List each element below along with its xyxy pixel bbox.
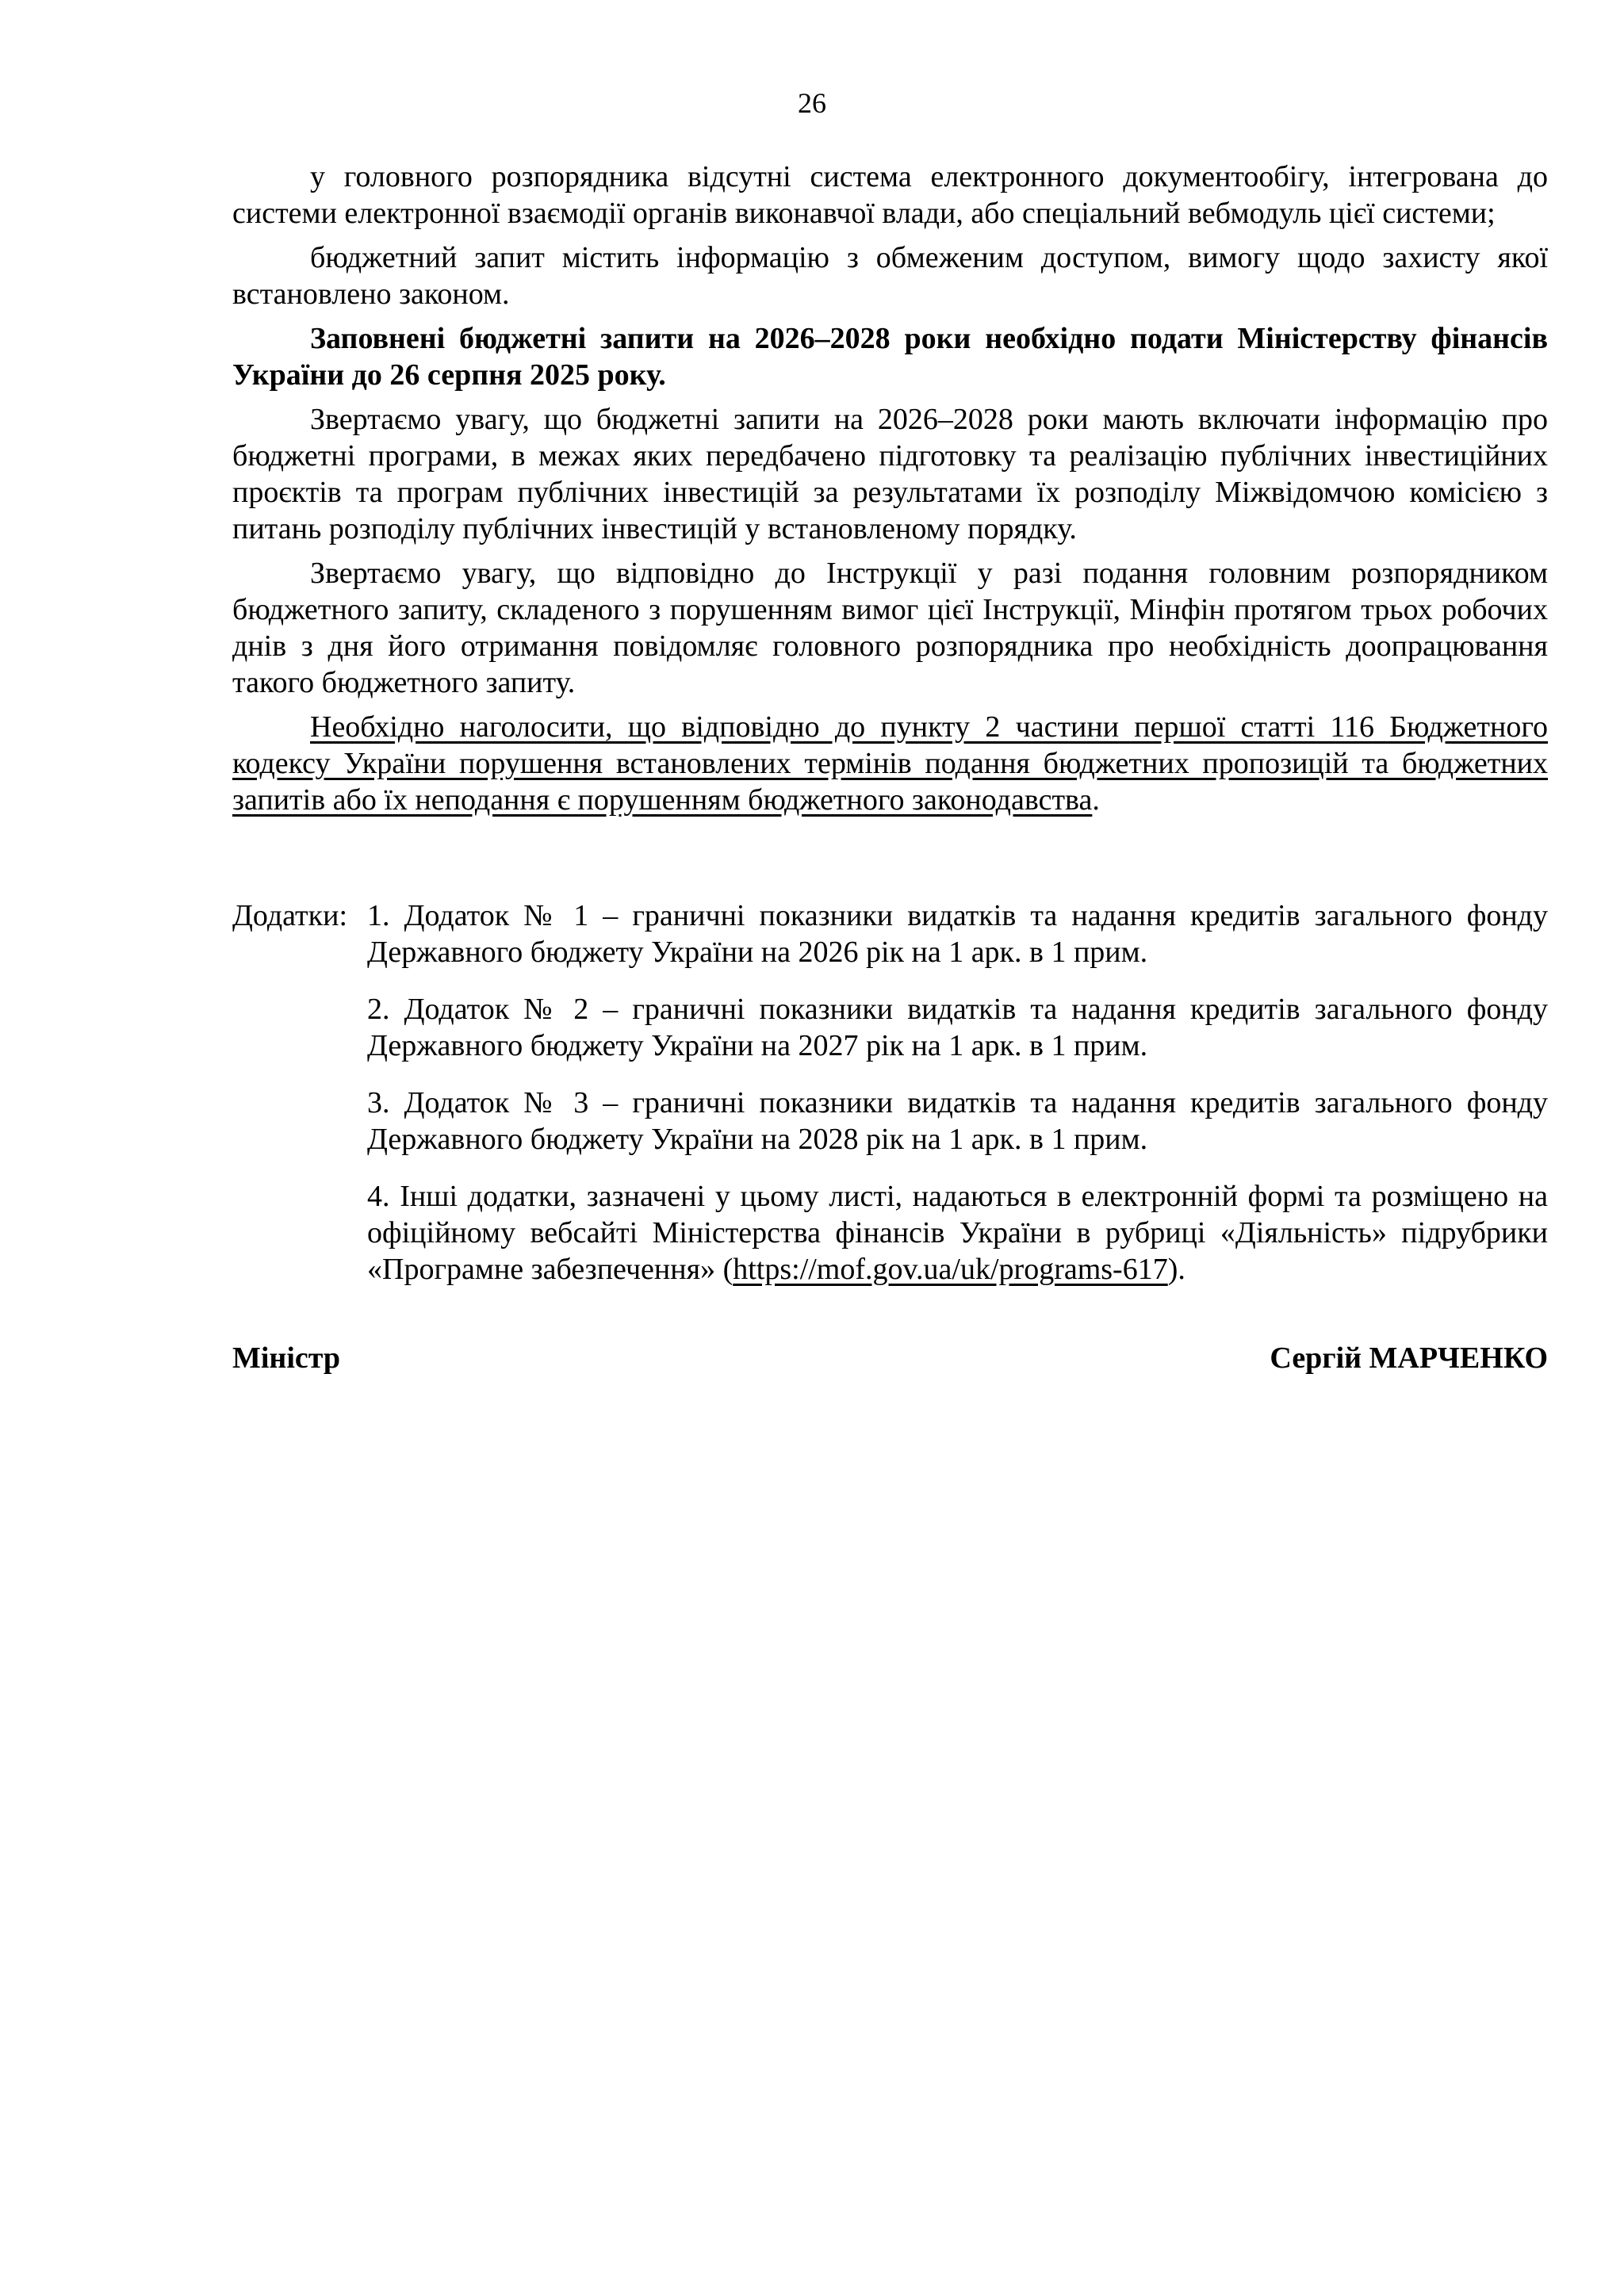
- attachment-item-4-end: ).: [1167, 1253, 1185, 1286]
- paragraph-no-edms: у головного розпорядника відсутні система електронного документообігу, інтегрована до системи електронної взаємодії органів виконавчої влади, або спеціальний вебмодуль цієї системи;: [232, 160, 1548, 230]
- paragraph-budget-code: [232, 709, 1548, 818]
- document-body: [232, 159, 1548, 1376]
- attachment-item-4: [367, 1178, 1548, 1288]
- budget-code-period: .: [1092, 783, 1100, 817]
- attachments-label: Додатки:: [232, 899, 348, 932]
- paragraph-restricted-info: бюджетний запит містить інформацію з обмеженим доступом, вимогу щодо захисту якої встановлено законом.: [232, 241, 1548, 311]
- attachment-item-4-text: 4. Інші додатки, зазначені у цьому листі, надаються в електронній формі та розміщено на офіційному вебсайті Міністерства фінансів України в рубриці «Діяльність» підрубрики «Програмне забезпечення» (: [367, 1180, 1548, 1286]
- signatory-name: Сергій МАРЧЕНКО: [1270, 1341, 1548, 1375]
- attachments-list: [367, 897, 1548, 1308]
- attachment-item-3: 3. Додаток № 3 – граничні показники видатків та надання кредитів загального фонду Державного бюджету України на 2028 рік на 1 арк. в 1 прим.: [367, 1086, 1548, 1156]
- page-number: 26: [798, 87, 826, 119]
- signatory-position: Міністр: [232, 1341, 341, 1375]
- attachment-item-1: 1. Додаток № 1 – граничні показники видатків та надання кредитів загального фонду Державного бюджету України на 2026 рік на 1 арк. в 1 прим.: [367, 899, 1548, 969]
- paragraph-public-investment: Звертаємо увагу, що бюджетні запити на 2026–2028 роки мають включати інформацію про бюджетні програми, в межах яких передбачено підготовку та реалізацію публічних інвестиційних проєктів та програм публічних інвестицій за результатами їх розподілу Міжвідомчою комісією з питань розподілу публічних інвестицій у встановленому порядку.: [232, 403, 1548, 545]
- signature-block: [232, 1340, 1548, 1376]
- attachment-item-2: 2. Додаток № 2 – граничні показники видатків та надання кредитів загального фонду Державного бюджету України на 2027 рік на 1 арк. в 1 прим.: [367, 993, 1548, 1062]
- paragraph-instruction-violation: Звертаємо увагу, що відповідно до Інструкції у разі подання головним розпорядником бюджетного запиту, складеного з порушенням вимог цієї Інструкції, Мінфін протягом трьох робочих днів з дня його отримання повідомляє головного розпорядника про необхідність доопрацювання такого бюджетного запиту.: [232, 557, 1548, 699]
- attachments-section: [232, 897, 1548, 1308]
- paragraph-deadline: Заповнені бюджетні запити на 2026–2028 роки необхідно подати Міністерству фінансів України до 26 серпня 2025 року.: [232, 322, 1548, 392]
- budget-code-underlined-text: Необхідно наголосити, що відповідно до пункту 2 частини першої статті 116 Бюджетного кодексу України порушення встановлених термінів подання бюджетних пропозицій та бюджетних запитів або їх неподання є порушенням бюджетного законодавства: [232, 710, 1548, 817]
- programs-link[interactable]: https://mof.gov.ua/uk/programs-617: [733, 1253, 1168, 1286]
